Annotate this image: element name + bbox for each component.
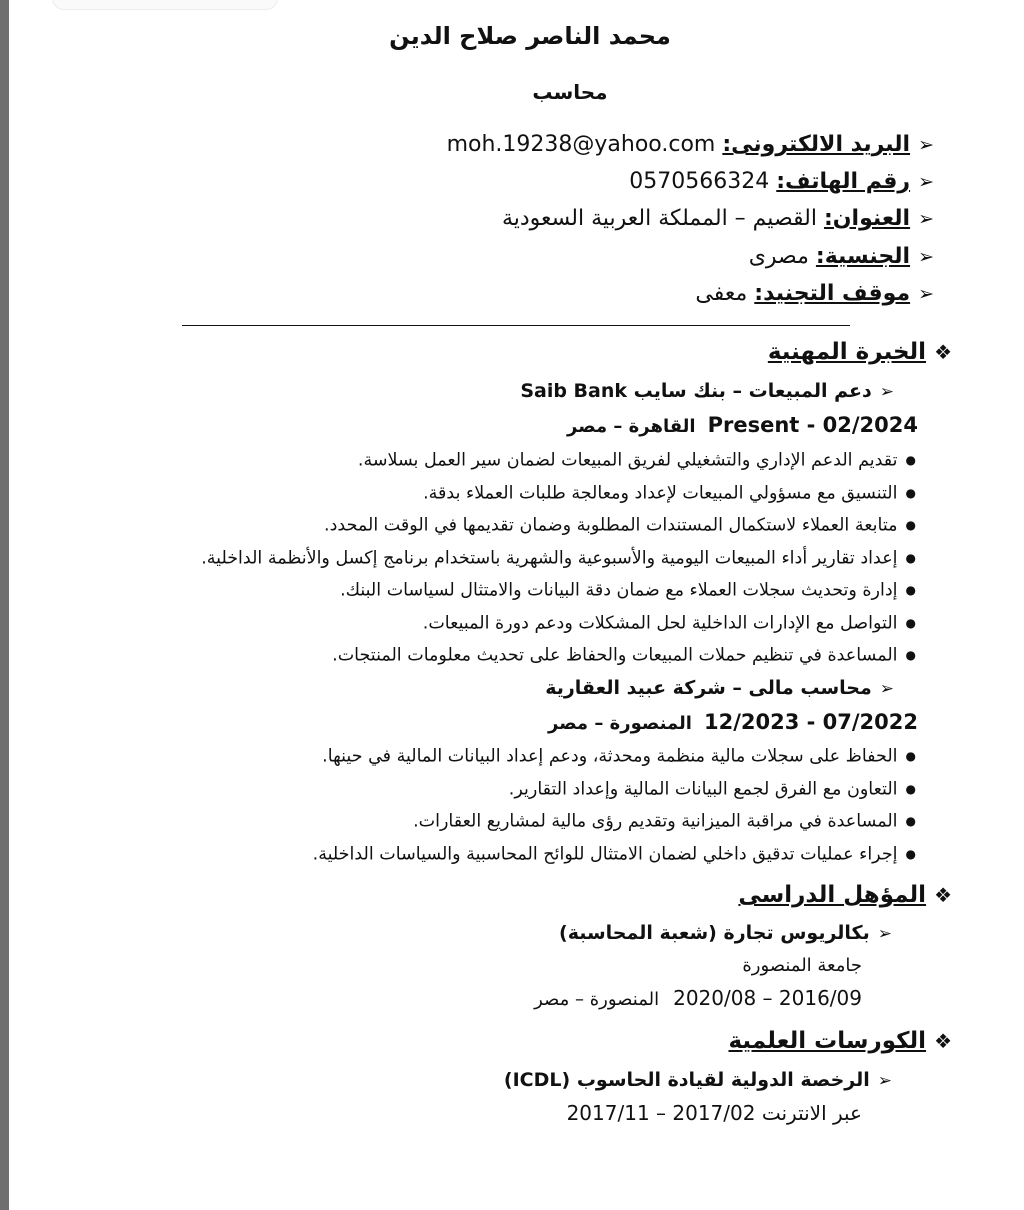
date-range: 12/2023 - 07/2022 <box>703 710 918 734</box>
round-bullet-icon: ● <box>905 781 916 796</box>
list-item: ●التعاون مع الفرق لجمع البيانات المالية وإعداد التقارير. <box>508 778 916 799</box>
section-heading-education: ❖المؤهل الدراسى <box>738 882 952 908</box>
job-location: المنصورة – مصر <box>548 713 692 734</box>
list-item: ●التنسيق مع مسؤولي المبيعات لإعداد ومعالجة طلبات العملاء بدقة. <box>423 482 916 503</box>
job-title: محاسب <box>532 80 608 104</box>
window-left-border <box>0 0 9 1210</box>
list-item: ●التواصل مع الإدارات الداخلية لحل المشكلات ودعم دورة المبيعات. <box>422 612 916 633</box>
date-range: Present - 02/2024 <box>707 413 918 437</box>
course-mode: عبر الانترنت <box>761 1101 862 1125</box>
date-range: 2020/08 – 2016/09 <box>673 986 862 1010</box>
contact-value: مصرى <box>748 244 809 269</box>
contact-value: moh.19238@yahoo.com <box>446 132 716 157</box>
arrowhead-bullet-icon: ➢ <box>918 134 934 156</box>
section-heading-courses: ❖الكورسات العلمية <box>728 1028 952 1054</box>
round-bullet-icon: ● <box>905 518 916 532</box>
list-item: ●إعداد تقارير أداء المبيعات اليومية والأسبوعية والشهرية باستخدام برنامج إكسل والأنظمة الداخلية. <box>201 547 916 568</box>
list-item: ●إدارة وتحديث سجلات العملاء مع ضمان دقة البيانات والامتثال لسياسات البنك. <box>340 580 916 601</box>
contact-value: معفى <box>695 281 748 306</box>
round-bullet-icon: ● <box>905 485 916 500</box>
arrowhead-bullet-icon: ➢ <box>918 283 934 305</box>
round-bullet-icon: ● <box>905 583 916 597</box>
contact-phone <box>629 169 934 194</box>
header-divider <box>182 325 850 326</box>
job-dates-2 <box>548 710 918 734</box>
company-name-en: Saib Bank <box>520 380 628 402</box>
contact-label: رقم الهاتف: <box>776 169 911 194</box>
education-university: جامعة المنصورة <box>742 955 862 976</box>
contact-value: القصيم – المملكة العربية السعودية <box>501 206 817 231</box>
arrowhead-bullet-icon: ➢ <box>879 382 894 402</box>
arrowhead-bullet-icon: ➢ <box>918 208 934 230</box>
contact-nationality <box>749 244 934 269</box>
arrowhead-bullet-icon: ➢ <box>879 679 894 699</box>
round-bullet-icon: ● <box>905 814 916 828</box>
list-item: ●المساعدة في تنظيم حملات المبيعات والحفاظ على تحديث معلومات المنتجات. <box>332 645 916 666</box>
contact-label: العنوان: <box>823 206 911 231</box>
four-diamond-section-icon: ❖ <box>934 340 952 364</box>
contact-label: الجنسية: <box>815 244 911 269</box>
round-bullet-icon: ● <box>905 453 916 467</box>
contact-value: 0570566324 <box>629 169 770 194</box>
arrowhead-bullet-icon: ➢ <box>918 171 934 193</box>
contact-label: البريد الالكترونى: <box>722 132 911 157</box>
contact-military-status <box>695 281 934 306</box>
education-degree: ➢بكالريوس تجارة (شعبة المحاسبة) <box>559 922 892 944</box>
education-location: المنصورة – مصر <box>534 989 660 1010</box>
arrowhead-bullet-icon: ➢ <box>877 1071 892 1091</box>
job-title-2: ➢محاسب مالى – شركة عبيد العقارية <box>545 677 894 699</box>
candidate-name: محمد الناصر صلاح الدين <box>389 22 671 50</box>
arrowhead-bullet-icon: ➢ <box>877 924 892 944</box>
round-bullet-icon: ● <box>905 550 916 565</box>
job-title-1: ➢دعم المبيعات – بنك سايب Saib Bank <box>520 380 894 402</box>
contact-email <box>447 132 934 157</box>
round-bullet-icon: ● <box>905 749 916 763</box>
round-bullet-icon: ● <box>905 648 916 662</box>
list-item: ●الحفاظ على سجلات مالية منظمة ومحدثة، ودعم إعداد البيانات المالية في حينها. <box>322 746 916 767</box>
arrowhead-bullet-icon: ➢ <box>918 246 934 268</box>
job-2-duties <box>313 740 916 870</box>
list-item: ●تقديم الدعم الإداري والتشغيلي لفريق المبيعات لضمان سير العمل بسلاسة. <box>357 450 916 471</box>
four-diamond-section-icon: ❖ <box>934 883 952 907</box>
four-diamond-section-icon: ❖ <box>934 1029 952 1053</box>
section-heading-experience: ❖الخبرة المهنية <box>767 339 952 365</box>
course-details <box>567 1101 862 1125</box>
list-item: ●متابعة العملاء لاستكمال المستندات المطلوبة وضمان تقديمها في الوقت المحدد. <box>324 515 916 536</box>
contact-label: موقف التجنيد: <box>754 281 911 306</box>
job-1-duties <box>201 444 916 672</box>
round-bullet-icon: ● <box>905 615 916 630</box>
contact-address <box>502 206 934 231</box>
list-item: ●إجراء عمليات تدقيق داخلي لضمان الامتثال للوائح المحاسبية والسياسات الداخلية. <box>312 843 916 864</box>
date-range: 2017/11 – 2017/02 <box>566 1101 756 1125</box>
round-bullet-icon: ● <box>905 846 916 861</box>
job-dates-1 <box>567 413 918 437</box>
top-tab-remnant <box>52 0 278 10</box>
list-item: ●المساعدة في مراقبة الميزانية وتقديم رؤى مالية لمشاريع العقارات. <box>413 811 916 832</box>
education-dates <box>534 986 862 1010</box>
course-title: ➢الرخصة الدولية لقيادة الحاسوب (ICDL) <box>503 1069 892 1091</box>
job-location: القاهرة – مصر <box>567 416 696 437</box>
